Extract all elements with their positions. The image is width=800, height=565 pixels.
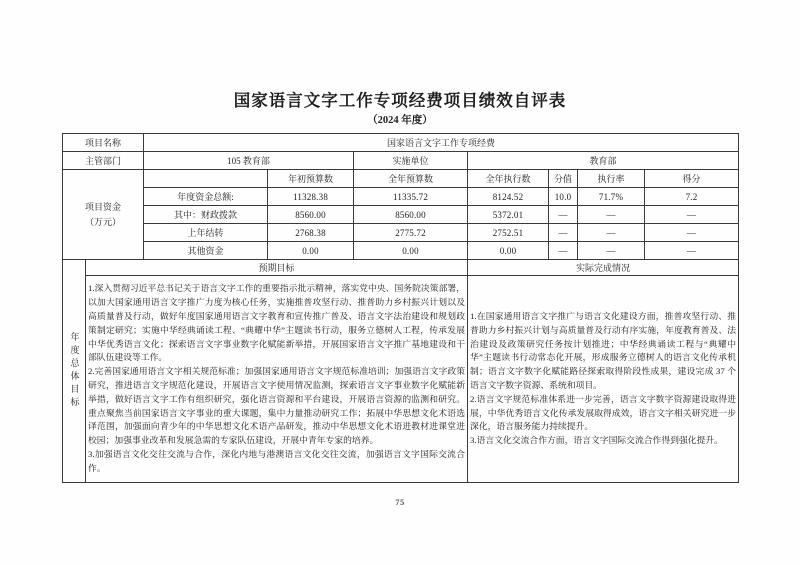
dept-label: 主管部门 bbox=[63, 152, 144, 170]
funds-header-score-weight: 分值 bbox=[549, 170, 578, 188]
impl-value: 教育部 bbox=[468, 152, 739, 170]
funds-header-annual-budget: 全年预算数 bbox=[354, 170, 468, 188]
funds-cell: 8560.00 bbox=[268, 206, 354, 224]
funds-row-name: 其他资金 bbox=[144, 242, 268, 260]
funds-row-name: 年度资金总额: bbox=[144, 188, 268, 206]
annual-goal-side-label: 年度总体目标 bbox=[69, 331, 80, 411]
funds-cell: 71.7% bbox=[578, 188, 645, 206]
table-row bbox=[63, 134, 739, 152]
funds-cell: 5372.01 bbox=[468, 206, 549, 224]
funds-row-name: 其中：财政拨款 bbox=[144, 206, 268, 224]
expected-goal-text bbox=[86, 276, 468, 483]
funds-cell: 0.00 bbox=[468, 242, 549, 260]
funds-row-fiscal bbox=[63, 206, 739, 224]
funds-cell: 10.0 bbox=[549, 188, 578, 206]
funds-row-name: 上年结转 bbox=[144, 224, 268, 242]
funds-cell: — bbox=[549, 224, 578, 242]
funds-cell: — bbox=[578, 206, 645, 224]
funds-cell: — bbox=[578, 242, 645, 260]
annual-goal-side-label-cell bbox=[63, 260, 86, 483]
actual-result-paragraph: 1.在国家通用语言文字推广与语言文化建设方面，推普攻坚行动、推普助力乡村振兴计划与高质量普及行动有序实施，年度教育普及、法治建设及政策研究任务按计划推进；中华经典诵读工程与“典耀中华”主题读书行动常态化开展，形成服务立德树人的语言文化传承机制；语言文字数字化赋能路径探索取得阶段性成果，建设完成 37 个语言文字数字资源、系统和项目。 bbox=[470, 311, 737, 390]
funds-label-line1: 项目资金 bbox=[85, 202, 122, 213]
expected-goal-paragraph: 2.完善国家通用语言文字相关规范标准；加强国家通用语言文字规范标准培训；加强语言文字政策研究，推进语言文字规范化建设，开展语言文字使用情况监测，探索语言文字事业数字化赋能新举措，做好语言文字工作有组织研究，强化语言资源和平台建设，开展语言资源的监测和研究。重点聚焦当前国家语言文字事业的重大课题，集中力量推动研究工作；拓展中华思想文化术语选译范围，加强面向青少年的中华思想文化术语产品研发，推动中华思想文化术语进教材进课堂进校园；加强事业改革和发展急需的专家队伍建设，开展中青年专家的培养。 bbox=[88, 366, 466, 446]
self-evaluation-table bbox=[62, 133, 739, 483]
actual-result-paragraph: 3.语言文化交流合作方面，语言文字国际交流合作得到强化提升。 bbox=[470, 435, 723, 446]
funds-header-score: 得分 bbox=[645, 170, 739, 188]
funds-row-other bbox=[63, 242, 739, 260]
expected-goal-paragraph: 1.深入贯彻习近平总书记关于语言文字工作的重要指示批示精神，落实党中央、国务院决策部署，以加大国家通用语言文字推广力度为核心任务，实施推普攻坚行动、推普助力乡村振兴计划以及高质量普及行动，做好年度国家通用语言文字教育和宣传推广普及、语言文字法治建设和规划政策制定研究；实施中华经典诵读工程、“典耀中华”主题读书行动，服务立德树人工程，传承发展中华优秀语言文化；探索语言文字事业数字化赋能新举措，开展国家语言文字推广基地建设和干部队伍建设等工作。 bbox=[88, 283, 466, 363]
actual-result-header: 实际完成情况 bbox=[468, 260, 739, 276]
funds-header-initial-budget: 年初预算数 bbox=[268, 170, 354, 188]
funds-header-blank bbox=[144, 170, 268, 188]
funds-cell: 11335.72 bbox=[354, 188, 468, 206]
project-name-label: 项目名称 bbox=[63, 134, 144, 152]
expected-goal-header: 预期目标 bbox=[86, 260, 468, 276]
page-subtitle: （2024 年度） bbox=[367, 115, 433, 126]
funds-cell: — bbox=[645, 242, 739, 260]
funds-cell: 8124.52 bbox=[468, 188, 549, 206]
actual-result-text bbox=[468, 276, 739, 483]
impl-label: 实施单位 bbox=[354, 152, 468, 170]
funds-cell: 2752.51 bbox=[468, 224, 549, 242]
funds-cell: — bbox=[645, 224, 739, 242]
goal-header-row bbox=[63, 260, 739, 276]
table-row bbox=[63, 152, 739, 170]
funds-cell: 7.2 bbox=[645, 188, 739, 206]
funds-row-total bbox=[63, 188, 739, 206]
funds-cell: 0.00 bbox=[354, 242, 468, 260]
funds-cell: 2775.72 bbox=[354, 224, 468, 242]
funds-cell: — bbox=[549, 242, 578, 260]
funds-cell: 0.00 bbox=[268, 242, 354, 260]
funds-label-line2: （万元） bbox=[85, 216, 122, 227]
funds-header-execution-rate: 执行率 bbox=[578, 170, 645, 188]
funds-unit-label bbox=[63, 170, 144, 260]
actual-result-paragraph: 2.语言文字规范标准体系进一步完善，语言文字数字资源建设取得进展，中华优秀语言文化传承发展取得成效，语言文字相关研究进一步深化，语言服务能力持续提升。 bbox=[470, 393, 737, 432]
funds-header-executed: 全年执行数 bbox=[468, 170, 549, 188]
page-number: 75 bbox=[395, 497, 405, 507]
funds-header-row bbox=[63, 170, 739, 188]
funds-row-carryover bbox=[63, 224, 739, 242]
page-title: 国家语言文字工作专项经费项目绩效自评表 bbox=[233, 91, 567, 110]
funds-cell: — bbox=[645, 206, 739, 224]
funds-cell: 8560.00 bbox=[354, 206, 468, 224]
funds-cell: 11328.38 bbox=[268, 188, 354, 206]
funds-cell: 2768.38 bbox=[268, 224, 354, 242]
funds-cell: — bbox=[549, 206, 578, 224]
funds-cell: — bbox=[578, 224, 645, 242]
project-name-value: 国家语言文字工作专项经费 bbox=[144, 134, 739, 152]
expected-goal-paragraph: 3.加强语言文化交往交流与合作，深化内地与港澳语言文化交往交流，加强语言文字国际交流合作。 bbox=[88, 448, 466, 473]
dept-value: 105 教育部 bbox=[144, 152, 354, 170]
goal-body-row bbox=[63, 276, 739, 483]
